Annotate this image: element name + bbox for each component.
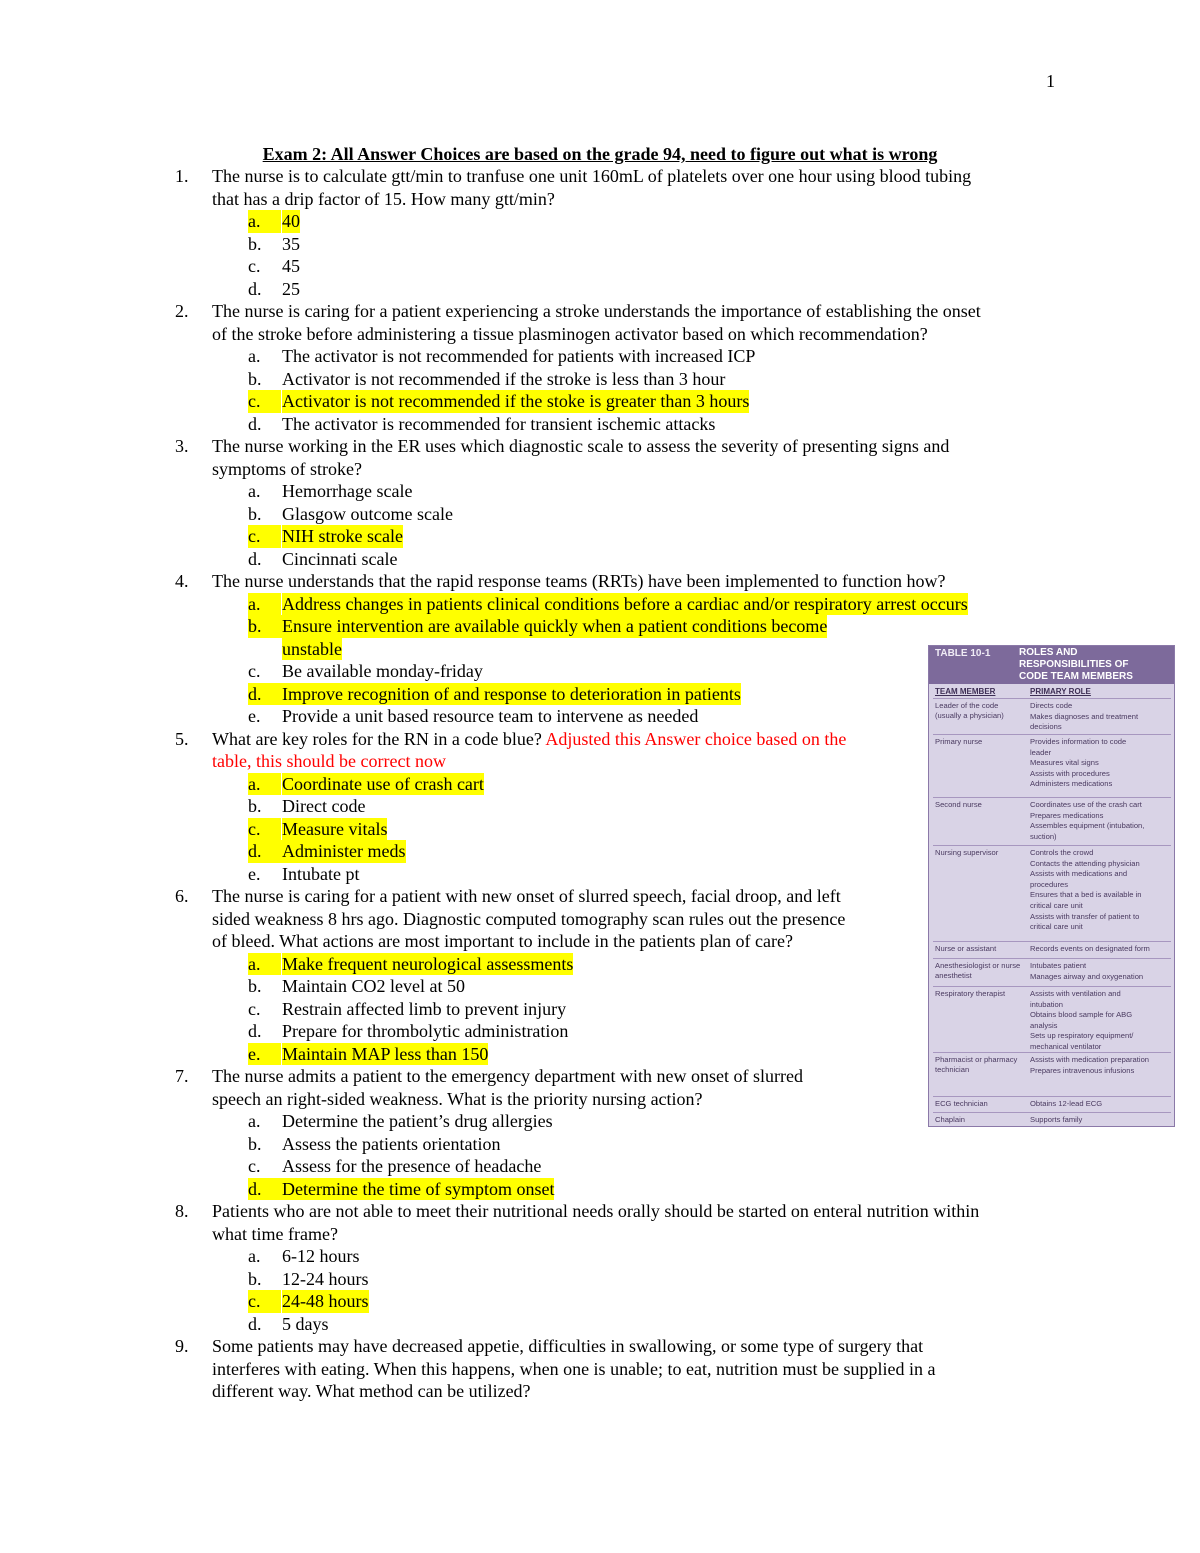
choice-text: Activator is not recommended if the stroke is less than 3 hour xyxy=(282,368,726,389)
choice-letter: c. xyxy=(248,998,261,1019)
primary-role xyxy=(1030,701,1170,733)
correction-note: table, this should be correct now xyxy=(212,751,446,771)
choice-text: Coordinate use of crash cart xyxy=(282,773,484,794)
question-number: 3. xyxy=(175,436,189,456)
role-line: Obtains blood sample for ABG xyxy=(1030,1010,1133,1020)
team-member: Anesthesiologist or nurse anesthetist xyxy=(935,961,1021,980)
choice-text: Administer meds xyxy=(282,841,406,861)
choice-text: 45 xyxy=(282,256,300,276)
choice-text: Intubate pt xyxy=(282,863,360,884)
role-line: Assists with medications and xyxy=(1030,869,1128,879)
role-line: Sets up respiratory equipment/ xyxy=(1030,1031,1134,1041)
question-text: that has a drip factor of 15. How many gtt/min? xyxy=(212,188,555,209)
choice-text: The activator is recommended for transient ischemic attacks xyxy=(282,413,716,434)
choice-letter: c. xyxy=(248,256,261,276)
choice-text: unstable xyxy=(282,638,342,659)
question-text: The nurse is to calculate gtt/min to tranfuse one unit 160mL of platelets over one hour using blood tubing xyxy=(212,166,972,186)
role-line: Controls the crowd xyxy=(1030,848,1094,857)
choice-letter: b. xyxy=(248,503,262,524)
choice-letter: c. xyxy=(248,1290,281,1313)
role-line: analysis xyxy=(1030,1020,1058,1030)
choice-text: Ensure intervention are available quickly when a patient conditions become xyxy=(282,616,828,636)
role-line: Makes diagnoses and treatment xyxy=(1030,711,1139,721)
choice-text: Direct code xyxy=(282,796,366,816)
primary-role xyxy=(1030,989,1170,1053)
role-line: Measures vital signs xyxy=(1030,758,1099,768)
choice-letter: b. xyxy=(248,1268,262,1289)
team-member: Second nurse xyxy=(935,800,982,809)
question-text: different way. What method can be utilized? xyxy=(212,1381,531,1401)
choice-letter: c. xyxy=(248,818,281,841)
question-number: 2. xyxy=(175,301,189,321)
choice-text: Assess the patients orientation xyxy=(282,1133,501,1154)
primary-role xyxy=(1030,800,1170,842)
role-line: Obtains 12-lead ECG xyxy=(1030,1099,1103,1108)
role-line: Provides information to code xyxy=(1030,737,1127,746)
question-text: sided weakness 8 hrs ago. Diagnostic computed tomography scan rules out the presence xyxy=(212,908,846,929)
choice-text: Provide a unit based resource team to intervene as needed xyxy=(282,706,699,726)
choice-letter: a. xyxy=(248,210,281,233)
question-text: What are key roles for the RN in a code blue? Adjusted this Answer choice based on the xyxy=(212,728,847,749)
table-row xyxy=(933,1052,1171,1097)
choice-letter: d. xyxy=(248,1178,282,1201)
team-member: Leader of the code (usually a physician) xyxy=(935,701,1004,720)
question-text: of bleed. What actions are most important to include in the patients plan of care? xyxy=(212,931,793,951)
team-member: Respiratory therapist xyxy=(935,989,1006,998)
role-line: Prepares medications xyxy=(1030,810,1104,820)
primary-role xyxy=(1030,737,1170,790)
choice-letter: b. xyxy=(248,233,262,254)
choice-letter: a. xyxy=(248,593,281,616)
choice-letter: a. xyxy=(248,481,261,501)
choice-letter: e. xyxy=(248,1043,281,1066)
primary-role xyxy=(1030,1055,1170,1076)
choice-letter: a. xyxy=(248,1111,261,1131)
primary-role xyxy=(1030,944,1170,955)
question-text: symptoms of stroke? xyxy=(212,458,362,479)
question-text: The nurse admits a patient to the emergency department with new onset of slurred xyxy=(212,1066,803,1086)
choice-text: 5 days xyxy=(282,1313,329,1334)
role-line: Assists with procedures xyxy=(1030,768,1110,778)
choice-text: NIH stroke scale xyxy=(282,526,403,546)
question-text: Some patients may have decreased appetie, difficulties in swallowing, or some type of surgery that xyxy=(212,1336,924,1356)
question-number: 4. xyxy=(175,571,189,591)
choice-text: Improve recognition of and response to deterioration in patients xyxy=(282,683,741,704)
column-header-role: PRIMARY ROLE xyxy=(1030,687,1091,696)
question-text: The nurse understands that the rapid response teams (RRTs) have been implemented to function how? xyxy=(212,571,946,591)
choice-text: Cincinnati scale xyxy=(282,548,398,569)
choice-letter: d. xyxy=(248,548,262,569)
choice-letter: d. xyxy=(248,1021,262,1041)
question-number: 8. xyxy=(175,1201,189,1221)
question-text: what time frame? xyxy=(212,1223,338,1244)
choice-letter: b. xyxy=(248,615,282,638)
choice-letter: b. xyxy=(248,976,262,996)
choice-letter: e. xyxy=(248,706,261,726)
role-line: procedures xyxy=(1030,879,1068,889)
choice-letter: a. xyxy=(248,773,281,796)
choice-text: Be available monday-friday xyxy=(282,661,483,681)
roles-table-figure xyxy=(928,645,1175,1127)
table-row xyxy=(933,734,1171,798)
choice-text: Measure vitals xyxy=(282,818,388,839)
choice-letter: b. xyxy=(248,368,262,389)
question-number: 6. xyxy=(175,886,189,906)
column-header-member: TEAM MEMBER xyxy=(935,687,996,696)
primary-role xyxy=(1030,1115,1170,1126)
choice-text: Make frequent neurological assessments xyxy=(282,953,574,974)
question-text: The nurse is caring for a patient experiencing a stroke understands the importance of establishing the onset xyxy=(212,301,981,321)
correction-note: Adjusted this Answer choice based on the xyxy=(541,728,847,749)
role-line: Assembles equipment (intubation, xyxy=(1030,821,1145,831)
role-line: Coordinates use of the crash cart xyxy=(1030,800,1142,809)
role-line: critical care unit xyxy=(1030,900,1083,910)
role-line: Ensures that a bed is available in xyxy=(1030,890,1142,900)
table-row xyxy=(933,986,1171,1053)
table-title xyxy=(1019,647,1133,683)
question-number: 9. xyxy=(175,1336,189,1356)
question-text: Patients who are not able to meet their nutritional needs orally should be started on enteral nutrition within xyxy=(212,1201,980,1221)
primary-role xyxy=(1030,848,1170,933)
choice-letter: c. xyxy=(248,661,261,681)
role-line: Directs code xyxy=(1030,701,1073,710)
question-text: speech an right-sided weakness. What is the priority nursing action? xyxy=(212,1088,703,1109)
table-row xyxy=(933,1112,1171,1129)
team-member: ECG technician xyxy=(935,1099,988,1108)
choice-text: Maintain MAP less than 150 xyxy=(282,1043,489,1064)
choice-text: Activator is not recommended if the stoke is greater than 3 hours xyxy=(282,391,750,411)
role-line: critical care unit xyxy=(1030,922,1083,932)
choice-text: 12-24 hours xyxy=(282,1268,369,1289)
team-member: Primary nurse xyxy=(935,737,983,746)
choice-letter: c. xyxy=(248,1156,261,1176)
role-line: Records events on designated form xyxy=(1030,944,1150,953)
primary-role xyxy=(1030,961,1170,982)
choice-text: Address changes in patients clinical conditions before a cardiac and/or respiratory arrest occurs xyxy=(282,593,968,614)
choice-text: 25 xyxy=(282,278,300,299)
exam-title: Exam 2: All Answer Choices are based on the grade 94, need to figure out what is wrong xyxy=(262,144,938,164)
choice-letter: b. xyxy=(248,796,262,816)
question-number: 1. xyxy=(175,166,189,186)
role-line: intubation xyxy=(1030,999,1063,1009)
choice-text: Prepare for thrombolytic administration xyxy=(282,1021,569,1041)
question-text: The nurse working in the ER uses which diagnostic scale to assess the severity of presenting signs and xyxy=(212,436,950,456)
role-line: suction) xyxy=(1030,831,1057,841)
choice-letter: e. xyxy=(248,863,261,884)
choice-text: Assess for the presence of headache xyxy=(282,1156,542,1176)
choice-text: The activator is not recommended for patients with increased ICP xyxy=(282,346,756,366)
choice-letter: d. xyxy=(248,278,262,299)
table-row xyxy=(933,941,1171,959)
role-line: Assists with medication preparation xyxy=(1030,1055,1150,1064)
choice-text: Restrain affected limb to prevent injury xyxy=(282,998,567,1019)
table-title-line: ROLES AND xyxy=(1019,647,1078,658)
team-member: Pharmacist or pharmacy technician xyxy=(935,1055,1018,1074)
table-row xyxy=(933,1096,1171,1113)
role-line: leader xyxy=(1030,747,1052,757)
choice-text: Determine the patient’s drug allergies xyxy=(282,1111,553,1131)
question-text: The nurse is caring for a patient with new onset of slurred speech, facial droop, and left xyxy=(212,886,841,906)
table-label: TABLE 10-1 xyxy=(935,648,991,659)
choice-letter: a. xyxy=(248,953,281,976)
role-line: Manages airway and oxygenation xyxy=(1030,971,1144,981)
choice-text: Determine the time of symptom onset xyxy=(282,1178,555,1199)
table-title-line: RESPONSIBILITIES OF xyxy=(1019,659,1129,670)
role-line: Intubates patient xyxy=(1030,961,1087,970)
choice-letter: d. xyxy=(248,683,282,706)
question-text: interferes with eating. When this happens, when one is unable; to eat, nutrition must be supplied in a xyxy=(212,1358,936,1379)
role-line: Assists with ventilation and xyxy=(1030,989,1121,998)
choice-text: Glasgow outcome scale xyxy=(282,503,453,524)
table-row xyxy=(933,698,1171,735)
role-line: Assists with transfer of patient to xyxy=(1030,911,1140,921)
role-line: decisions xyxy=(1030,722,1062,732)
primary-role xyxy=(1030,1099,1170,1110)
choice-text: Hemorrhage scale xyxy=(282,481,413,501)
choice-letter: b. xyxy=(248,1133,262,1154)
table-header-band xyxy=(929,646,1174,684)
choice-letter: a. xyxy=(248,1246,261,1266)
table-row xyxy=(933,797,1171,846)
question-number: 5. xyxy=(175,728,189,749)
page-number: 1 xyxy=(1046,71,1055,91)
question-number: 7. xyxy=(175,1066,189,1086)
role-line: Contacts the attending physician xyxy=(1030,858,1140,868)
choice-letter: c. xyxy=(248,525,281,548)
role-line: Supports family xyxy=(1030,1115,1083,1124)
team-member: Nursing supervisor xyxy=(935,848,999,857)
role-line: Administers medications xyxy=(1030,779,1113,789)
choice-letter: d. xyxy=(248,413,262,434)
team-member: Nurse or assistant xyxy=(935,944,997,953)
role-line: Prepares intravenous infusions xyxy=(1030,1065,1135,1075)
table-title-line: CODE TEAM MEMBERS xyxy=(1019,671,1133,682)
role-line: mechanical ventilator xyxy=(1030,1041,1102,1051)
team-member: Chaplain xyxy=(935,1115,965,1124)
question-text: of the stroke before administering a tissue plasminogen activator based on which recommendation? xyxy=(212,323,928,344)
choice-text: 35 xyxy=(282,233,300,254)
choice-letter: d. xyxy=(248,1313,262,1334)
choice-text: 40 xyxy=(282,211,300,231)
choice-text: 24-48 hours xyxy=(282,1291,369,1311)
choice-text: 6-12 hours xyxy=(282,1246,360,1266)
table-row xyxy=(933,958,1171,987)
choice-letter: c. xyxy=(248,390,281,413)
choice-text: Maintain CO2 level at 50 xyxy=(282,976,465,996)
choice-letter: a. xyxy=(248,346,261,366)
choice-letter: d. xyxy=(248,840,282,863)
table-row xyxy=(933,845,1171,942)
